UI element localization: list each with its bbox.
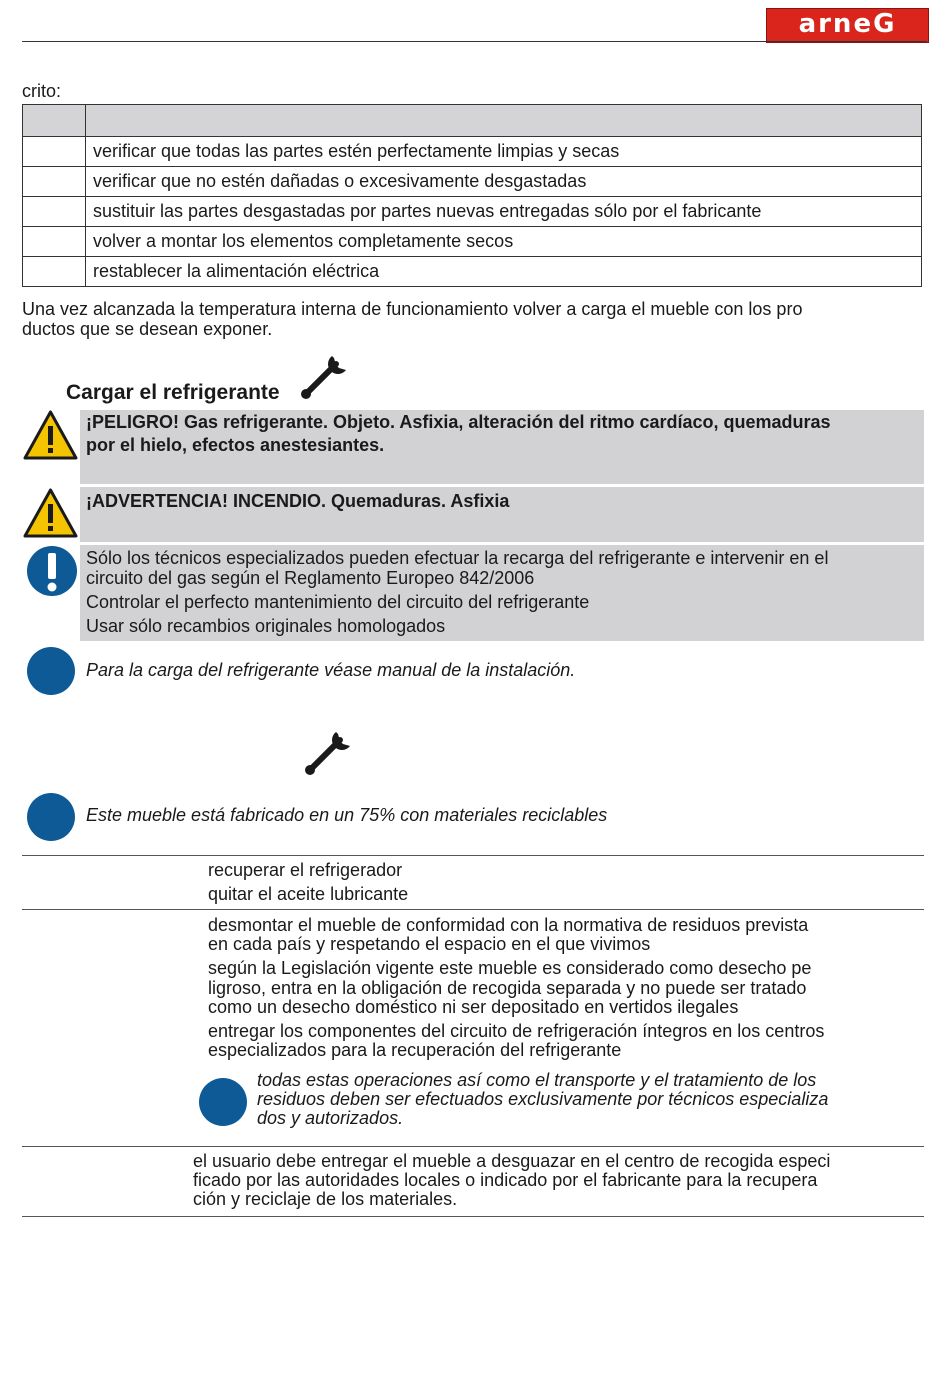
info-circle-icon [199, 1078, 247, 1126]
table-row [23, 257, 922, 287]
table-header-row [23, 105, 922, 137]
info-circle-icon [27, 647, 75, 695]
arneg-logo [766, 8, 929, 43]
disposal-note-line1: todas estas operaciones así como el transporte y el tratamiento de los [257, 1070, 817, 1090]
disposal-step: ligroso, entra en la obligación de recogida separada y no puede ser tratado [208, 978, 807, 998]
warning-triangle-icon [23, 409, 78, 461]
section-title-refrigerant: Cargar el refrigerante [66, 381, 280, 404]
table-cell: verificar que no estén dañadas o excesivamente desgastadas [86, 167, 922, 197]
divider [22, 909, 924, 910]
disposal-step: quitar el aceite lubricante [208, 884, 409, 904]
divider [22, 1146, 924, 1147]
disposal-user-text: el usuario debe entregar el mueble a desguazar en el centro de recogida especi [193, 1151, 831, 1171]
table-cell: restablecer la alimentación eléctrica [86, 257, 922, 287]
table-row [23, 167, 922, 197]
logo-text: arneG [798, 9, 897, 39]
disposal-step: especializados para la recuperación del refrigerante [208, 1040, 622, 1060]
danger-text-line2: por el hielo, efectos anestesiantes. [86, 435, 385, 455]
table-cell: verificar que todas las partes estén perfectamente limpias y secas [86, 137, 922, 167]
table-row [23, 137, 922, 167]
disposal-step: en cada país y respetando el espacio en el que vivimos [208, 934, 651, 954]
header-rule [22, 41, 927, 42]
table-row [23, 227, 922, 257]
mandatory-text-line1: Sólo los técnicos especializados pueden efectuar la recarga del refrigerante e intervenir en el [86, 548, 829, 568]
info-note-recyclable: Este mueble está fabricado en un 75% con materiales reciclables [86, 805, 608, 825]
disposal-step: como un desecho doméstico ni ser depositado en vertidos ilegales [208, 997, 739, 1017]
disposal-step: entregar los componentes del circuito de refrigeración íntegros en los centros [208, 1021, 825, 1041]
wrench-icon [302, 728, 354, 776]
disposal-step: según la Legislación vigente este mueble es considerado como desecho pe [208, 958, 812, 978]
table-row [23, 197, 922, 227]
table-cell: sustituir las partes desgastadas por partes nuevas entregadas sólo por el fabricante [86, 197, 922, 227]
mandatory-text-line2: circuito del gas según el Reglamento Europeo 842/2006 [86, 568, 535, 588]
mandatory-exclamation-icon [26, 544, 78, 598]
divider [22, 1216, 924, 1217]
disposal-user-text: ción y reciclaje de los materiales. [193, 1189, 458, 1209]
table-cell: volver a montar los elementos completamente secos [86, 227, 922, 257]
disposal-note-line2: residuos deben ser efectuados exclusivamente por técnicos especializa [257, 1089, 829, 1109]
disposal-user-text: ficado por las autoridades locales o indicado por el fabricante para la recupera [193, 1170, 818, 1190]
disposal-step: desmontar el mueble de conformidad con la normativa de residuos prevista [208, 915, 809, 935]
warning-triangle-icon [23, 487, 78, 539]
reload-paragraph-line1: Una vez alcanzada la temperatura interna de funcionamiento volver a carga el mueble con los pro [22, 299, 803, 319]
info-note-refrigerant: Para la carga del refrigerante véase manual de la instalación. [86, 660, 576, 680]
steps-table [22, 104, 922, 287]
intro-fragment: crito: [22, 81, 62, 101]
info-circle-icon [27, 793, 75, 841]
wrench-icon [298, 352, 350, 400]
disposal-step: recuperar el refrigerador [208, 860, 403, 880]
mandatory-text-line3: Controlar el perfecto mantenimiento del circuito del refrigerante [86, 592, 590, 612]
danger-text-line1: ¡PELIGRO! Gas refrigerante. Objeto. Asfixia, alteración del ritmo cardíaco, quemaduras [86, 412, 831, 432]
disposal-note-line3: dos y autorizados. [257, 1108, 404, 1128]
mandatory-text-line4: Usar sólo recambios originales homologados [86, 616, 446, 636]
warning-text: ¡ADVERTENCIA! INCENDIO. Quemaduras. Asfixia [86, 491, 510, 511]
divider [22, 855, 924, 856]
reload-paragraph-line2: ductos que se desean exponer. [22, 319, 273, 339]
